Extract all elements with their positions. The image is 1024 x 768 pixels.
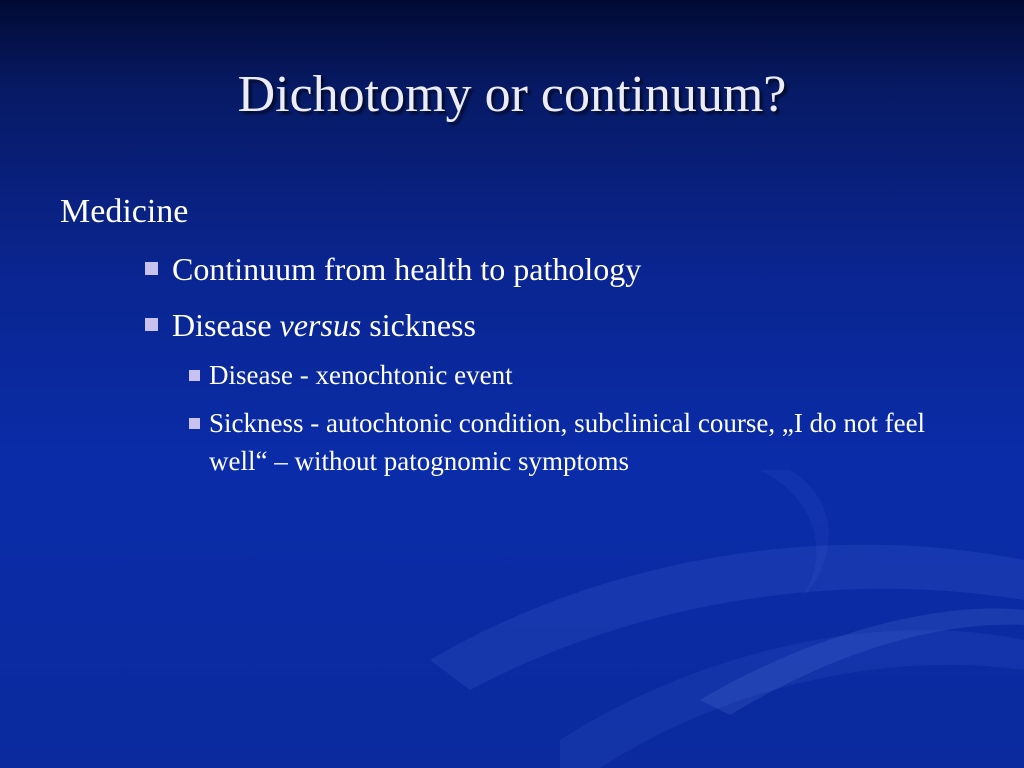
subbullet-label: Disease - xenochtonic event [209,360,513,390]
subbullet-label: Sickness - autochtonic condition, subclinical course, „I do not feel well“ – without patognomic symptoms [209,408,926,476]
square-bullet-icon [145,318,158,331]
square-bullet-icon [145,262,158,275]
subbullet-item [189,404,970,480]
level1-heading: Medicine [60,193,189,230]
subbullet-item [189,356,970,394]
bullet-label-suffix: sickness [361,307,476,343]
bullet-label: Continuum from health to pathology [172,251,642,287]
slide-body [60,190,970,480]
bullet-label-prefix: Disease [172,307,280,343]
slide-title: Dichotomy or continuum? [237,66,787,123]
square-bullet-icon [189,418,200,429]
bullet-item [145,248,970,290]
bullet-item [145,304,970,346]
square-bullet-icon [189,370,200,381]
bullet-label-italic: versus [279,307,362,343]
